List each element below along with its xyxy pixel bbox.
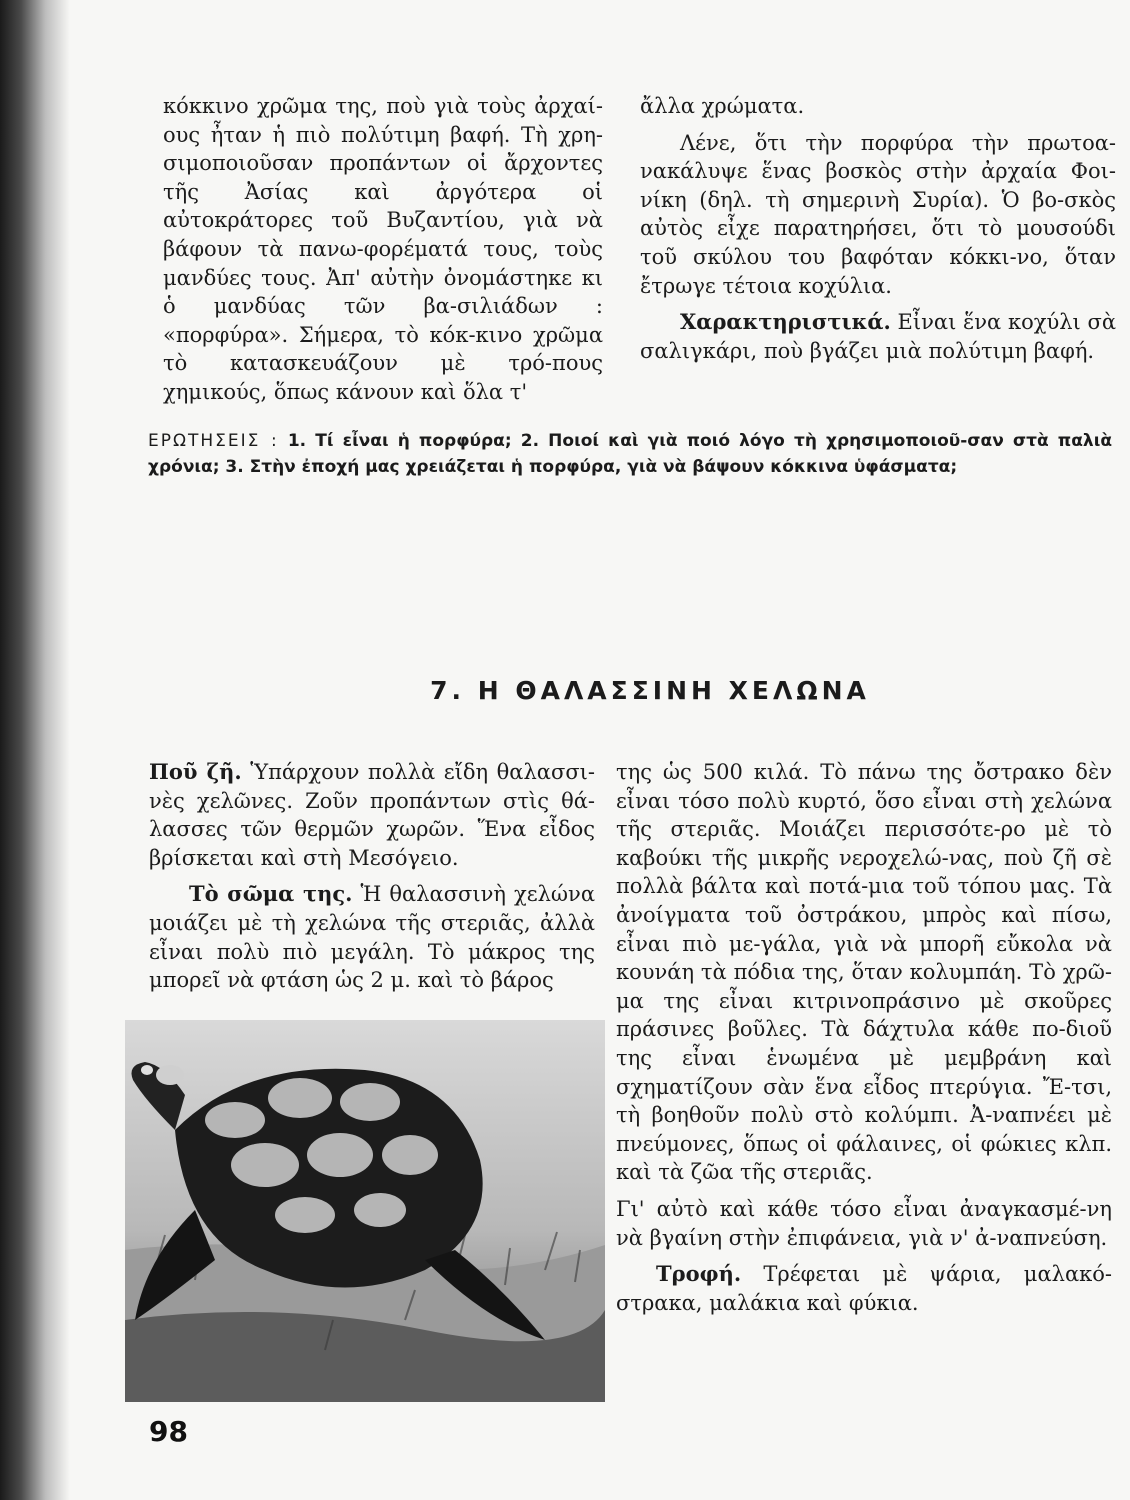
book-spine-shadow — [0, 0, 70, 1500]
paragraph-habitat: Ποῦ ζῆ. Ὑπάρχουν πολλὰ εἴδη θαλασσι-νὲς χελῶνες. Ζοῦν προπάντων στὶς θά-λασσες τῶν θερμῶν χωρῶν. Ἕνα εἶδος βρίσκεται καὶ στὴ Μεσόγειο. — [149, 759, 595, 870]
paragraph-characteristics: Χαρακτηριστικά. Εἶναι ἕνα κοχύλι σὰ σαλιγκάρι, ποὺ βγάζει μιὰ πολύτιμη βαφή. — [640, 309, 1116, 363]
sea-turtle-photo — [125, 1020, 605, 1402]
paragraph-food: Τροφή. Τρέφεται μὲ ψάρια, μαλακό-στρακα, μαλάκια καὶ φύκια. — [616, 1261, 1112, 1315]
right-column-top — [640, 92, 1116, 373]
paragraph: Λένε, ὅτι τὴν πορφύρα τὴν πρωτοα-νακάλυψε ἕνας βοσκὸς στὴν ἀρχαία Φοι-νίκη (δηλ. τὴ σημερινὴ Συρία). Ὁ βο-σκὸς αὐτὸς εἶχε παρατηρήσει, ὅτι τὸ μουσούδι τοῦ σκύλου του βαφόταν κόκκι-νο, ὅταν ἔτρωγε τέτοια κοχύλια. — [640, 130, 1116, 298]
questions-block — [148, 428, 1112, 480]
questions-text: 1. Τί εἶναι ἡ πορφύρα; 2. Ποιοί καὶ γιὰ ποιό λόγο τὴ χρησιμοποιοῦ-σαν στὰ παλιὰ χρόνια; 3. Στὴν ἐποχή μας χρειάζεται ἡ πορφύρα, γιὰ νὰ βάψουν κόκκινα ὑφάσματα; — [148, 431, 1112, 477]
sea-turtle-illustration — [125, 1020, 605, 1402]
paragraph-body: Τὸ σῶμα της. Ἡ θαλασσινὴ χελώνα μοιάζει μὲ τὴ χελώνα τῆς στεριᾶς, ἀλλὰ εἶναι πολὺ πιὸ μεγάλη. Τὸ μάκρος της μπορεῖ νὰ φτάση ὡς 2 μ. καὶ τὸ βάρος — [149, 881, 596, 993]
subheading: Χαρακτηριστικά. — [680, 309, 891, 335]
paragraph: κόκκινο χρῶμα της, ποὺ γιὰ τοὺς ἀρχαί-ους ἦταν ἡ πιὸ πολύτιμη βαφή. Τὴ χρη-σιμοποιοῦσαν προπάντων οἱ ἄρχοντες τῆς Ἀσίας καὶ ἀργότερα οἱ αὐτοκράτορες τοῦ Βυζαντίου, γιὰ νὰ βάφουν τὰ πανω-φορέματά τους, τοὺς μανδύες τους. Ἀπ' αὐτὴν ὀνομάστηκε κι ὁ μανδύας τῶν βα-σιλιάδων : «πορφύρα». Σήμερα, τὸ κόκ-κινο χρῶμα τὸ κατασκευάζουν μὲ τρό-πους χημικούς, ὅπως κάνουν καὶ ὅλα τ' — [163, 94, 603, 404]
page-number: 98 — [149, 1415, 188, 1448]
section-title: 7. Η ΘΑΛΑΣΣΙΝΗ ΧΕΛΩΝΑ — [430, 676, 870, 705]
paragraph: ἄλλα χρώματα. — [640, 94, 805, 118]
paragraph: της ὡς 500 κιλά. Τὸ πάνω της ὄστρακο δὲν εἶναι τόσο πολὺ κυρτό, ὅσο εἶναι στὴ χελώνα τῆς στεριᾶς. Μοιάζει περισσότε-ρο μὲ τὸ καβούκι τῆς μικρῆς νεροχελώ-νας, ποὺ ζῆ σὲ πολλὰ βάλτα καὶ ποτά-μια τοῦ τόπου μας. Τὰ ἀνοίγματα τοῦ ὀστράκου, μπρὸς καὶ πίσω, εἶναι πιὸ με-γάλα, γιὰ νὰ μπορῆ εὔκολα νὰ κουνάη τὰ πόδια της, ὅταν κολυμπάη. Τὸ χρῶ-μα της εἶναι κιτρινοπράσινο μὲ σκοῦρες πράσινες βοῦλες. Τὰ δάχτυλα κάθε πο-διοῦ της εἶναι ἑνωμένα μὲ μεμβράνη καὶ σχηματίζουν σὰν ἕνα εἶδος πτερύγια. Ἔ-τσι, τὴ βοηθοῦν πολὺ στὸ κολύμπι. Ἀ-ναπνέει μὲ πνεύμονες, ὅπως οἱ φάλαινες, οἱ φώκιες κλπ. καὶ τὰ ζῶα τῆς στεριᾶς. — [616, 760, 1112, 1185]
subheading: Ποῦ ζῆ. — [149, 759, 242, 784]
subheading: Τὸ σῶμα της. — [189, 881, 353, 907]
left-column-top — [163, 92, 603, 415]
left-column-bottom — [149, 758, 595, 1003]
paragraph: Γι' αὐτὸ καὶ κάθε τόσο εἶναι ἀναγκασμέ-νη νὰ βγαίνη στὴν ἐπιφάνεια, γιὰ ν' ἀ-ναπνεύση. — [616, 1196, 1112, 1250]
subheading: Τροφή. — [656, 1261, 742, 1287]
right-column-bottom — [616, 758, 1112, 1325]
questions-label: ΕΡΩΤΗΣΕΙΣ : — [148, 431, 279, 451]
